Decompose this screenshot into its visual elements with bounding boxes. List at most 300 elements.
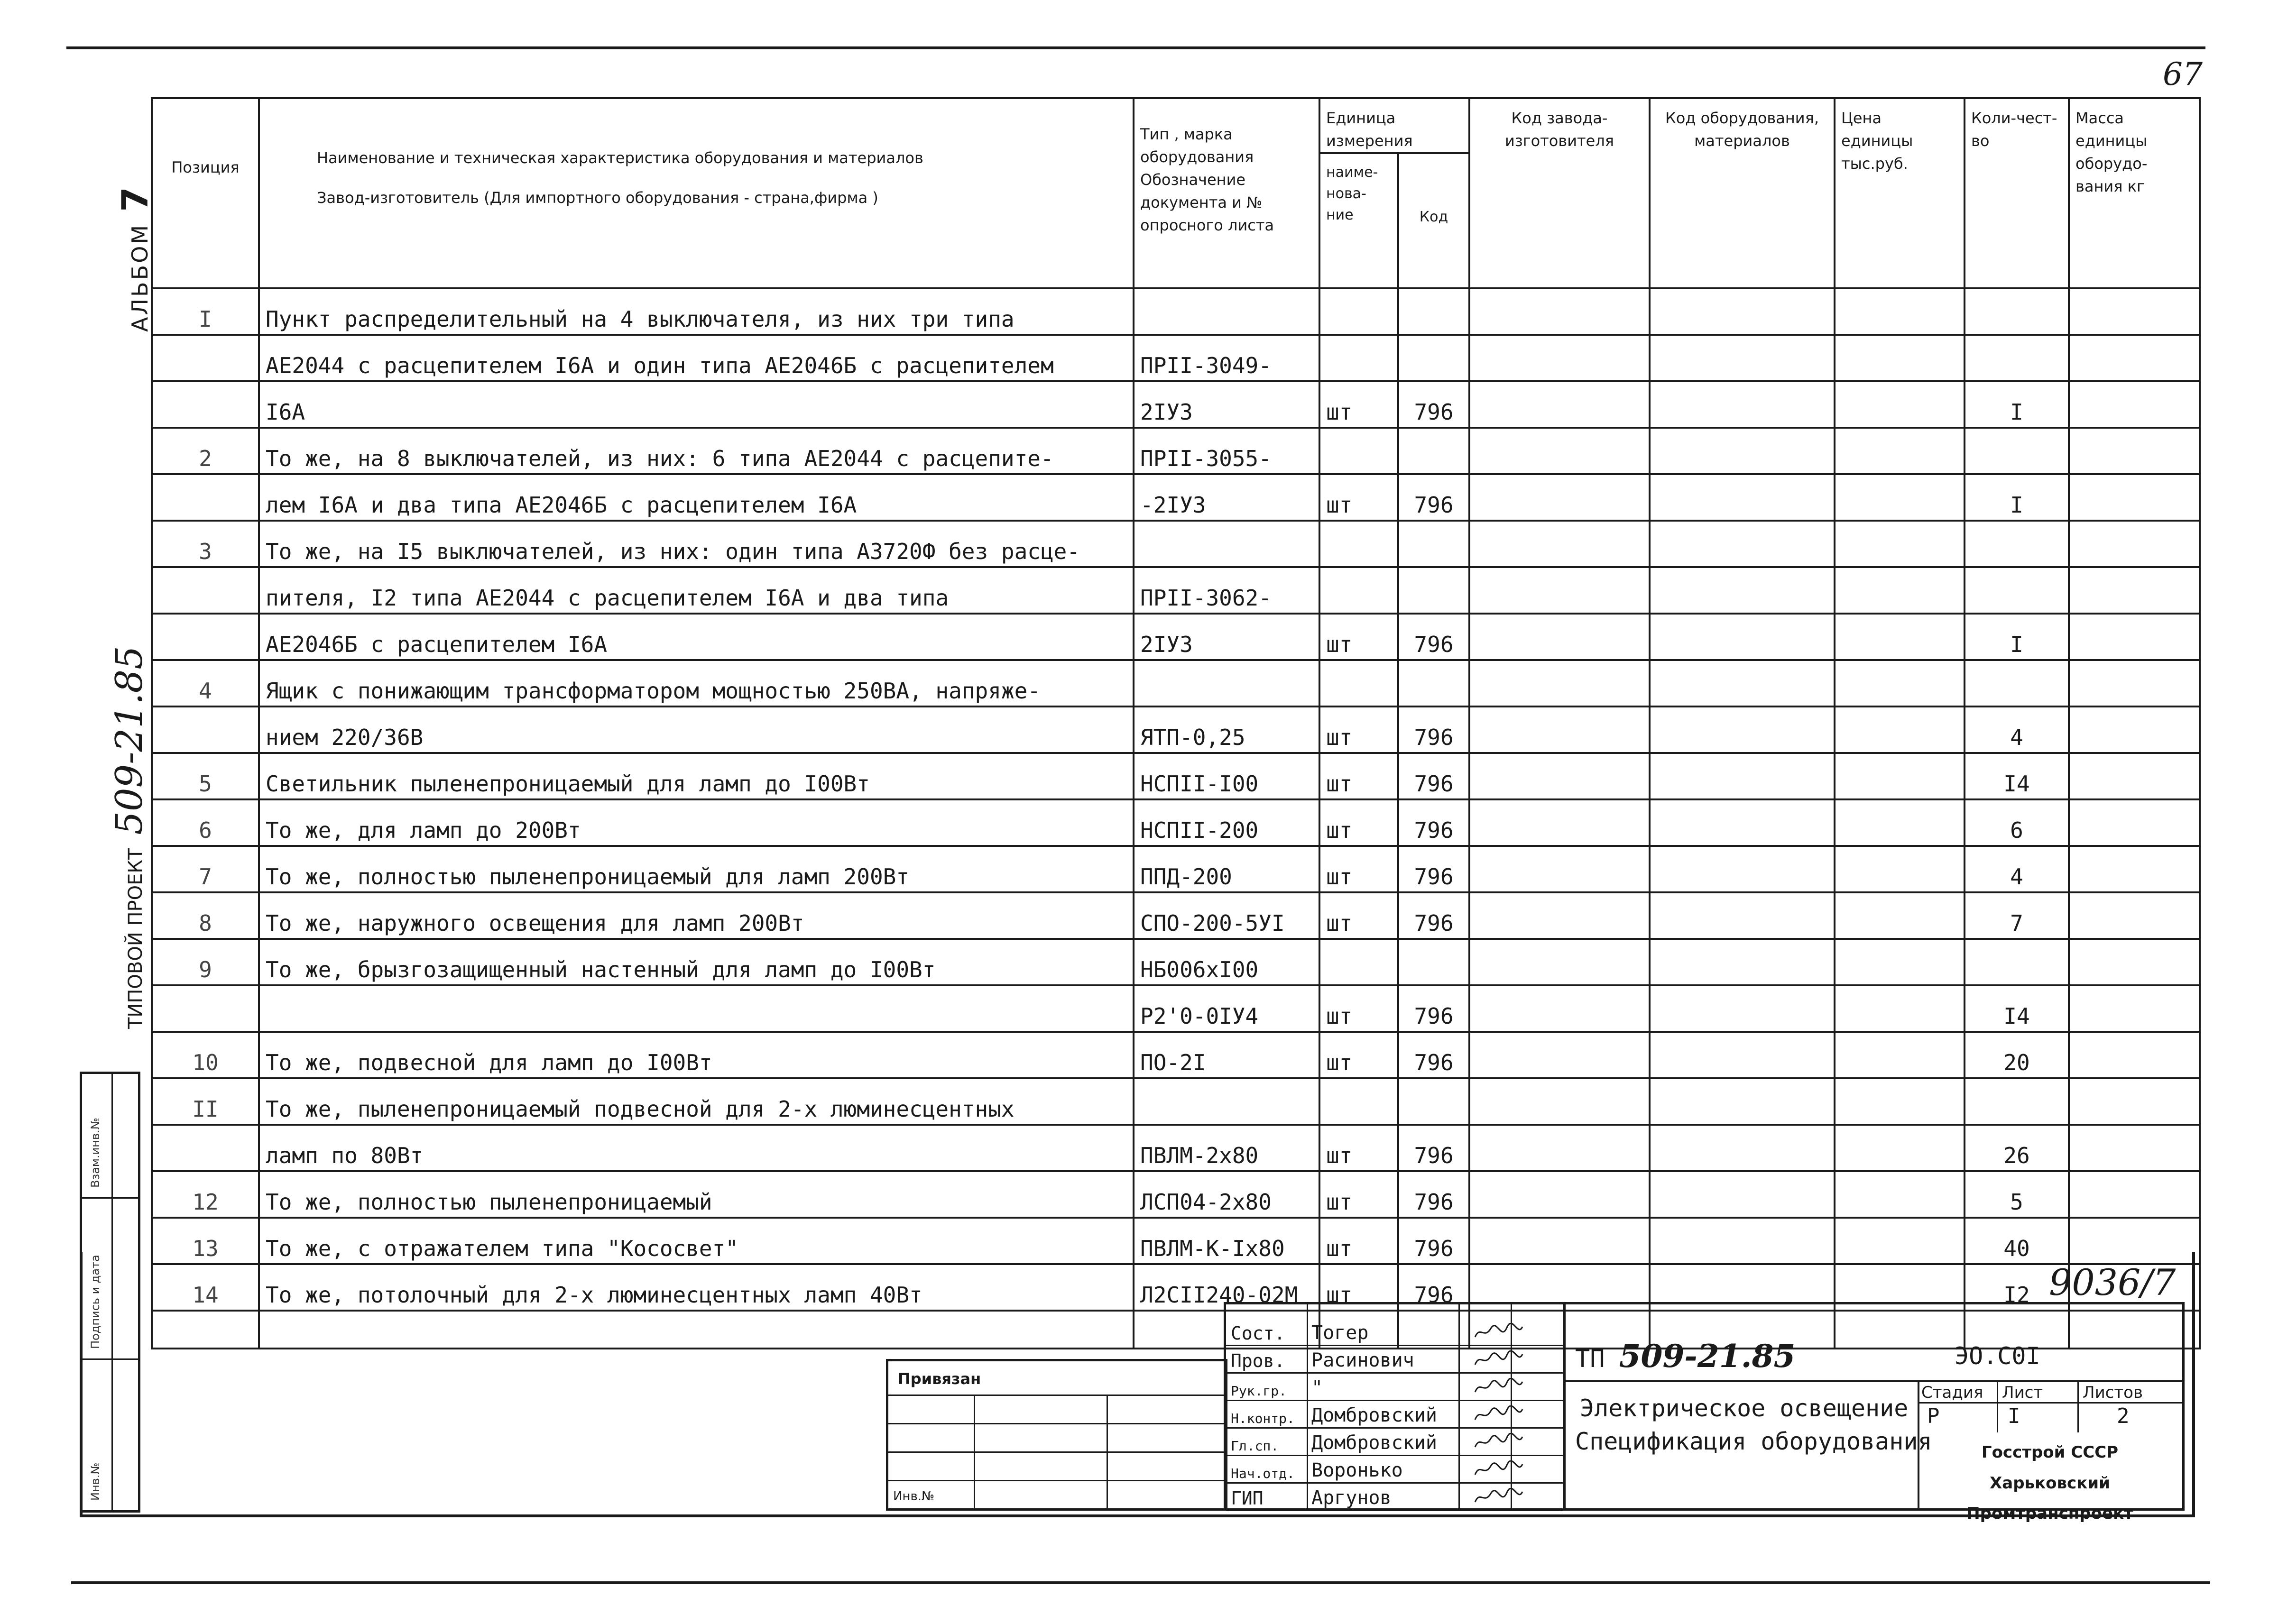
cell-type: НБ006хI00 [1134, 939, 1319, 985]
cell-price [1835, 335, 1965, 381]
cell-type: СПО-200-5УI [1134, 892, 1319, 939]
table-row [152, 939, 2200, 985]
cell-type: ПРII-3049- [1134, 335, 1319, 381]
organization: Госстрой СССР Харьковский Промтранспроект [1966, 1443, 2133, 1523]
cell-factory-code [1469, 567, 1650, 614]
cell-name: нием 220/36В [259, 706, 1134, 753]
cell-name: То же, наружного освещения для ламп 200Вт [259, 892, 1134, 939]
cell-type: ЯТП-0,25 [1134, 706, 1319, 753]
table-row [152, 985, 2200, 1032]
cell-unit-code: 796 [1398, 381, 1469, 428]
cell-position: 12 [152, 1171, 259, 1218]
cell-type: ПРII-3055- [1134, 428, 1319, 474]
header-quantity: Коли-чест-во [1965, 98, 2069, 288]
cell-position: 13 [152, 1218, 259, 1264]
cell-equipment-code [1650, 892, 1835, 939]
signature-name: " [1311, 1377, 1323, 1399]
cell-mass [2069, 753, 2200, 799]
cell-unit-code: 796 [1398, 892, 1469, 939]
cell-type: Р2'0-0IУ4 [1134, 985, 1319, 1032]
cell-price [1835, 892, 1965, 939]
cell-position [152, 706, 259, 753]
cell-quantity [1965, 1078, 2069, 1125]
cell-unit: шт [1319, 985, 1398, 1032]
cell-mass [2069, 939, 2200, 985]
table-row [152, 1171, 2200, 1218]
table-row [152, 706, 2200, 753]
cell-mass [2069, 1171, 2200, 1218]
cell-equipment-code [1650, 1125, 1835, 1171]
cell-name: То же, пыленепроницаемый подвесной для 2-х люминесцентных [259, 1078, 1134, 1125]
cell-quantity [1965, 521, 2069, 567]
cell-unit: шт [1319, 1218, 1398, 1264]
cell-name: То же, полностью пыленепроницаемый для ламп 200Вт [259, 846, 1134, 892]
cell-unit-code: 796 [1398, 614, 1469, 660]
signature-name: Расинович [1311, 1349, 1414, 1371]
cell-name: лем I6А и два типа АЕ2046Б с расцепителем I6А [259, 474, 1134, 521]
cell-quantity: I [1965, 614, 2069, 660]
sheets-label: Листов [2083, 1383, 2143, 1402]
cell-position [152, 985, 259, 1032]
handwritten-signature-icon [1473, 1350, 1525, 1369]
cell-unit: шт [1319, 1125, 1398, 1171]
cell-mass [2069, 706, 2200, 753]
cell-price [1835, 985, 1965, 1032]
cell-factory-code [1469, 939, 1650, 985]
cell-unit: шт [1319, 753, 1398, 799]
cell-mass [2069, 799, 2200, 846]
cell-position [152, 567, 259, 614]
cell-factory-code [1469, 846, 1650, 892]
cell-type: ПРII-3062- [1134, 567, 1319, 614]
cell-position: 2 [152, 428, 259, 474]
signature-role: Гл.сп. [1231, 1438, 1279, 1454]
title-block [1563, 1302, 2185, 1523]
table-row [152, 1032, 2200, 1078]
cell-equipment-code [1650, 428, 1835, 474]
cell-quantity: 6 [1965, 799, 2069, 846]
cell-quantity: 7 [1965, 892, 2069, 939]
cell-name: То же, для ламп до 200Вт [259, 799, 1134, 846]
signature-row [1226, 1346, 1563, 1374]
cell-factory-code [1469, 1032, 1650, 1078]
cell-name: Светильник пыленепроницаемый для ламп до I00Вт [259, 753, 1134, 799]
cell-name: ламп по 80Вт [259, 1125, 1134, 1171]
cell-unit-code [1398, 335, 1469, 381]
table-row [152, 1125, 2200, 1171]
cell-quantity: 40 [1965, 1218, 2069, 1264]
cell-price [1835, 474, 1965, 521]
cell-name: То же, на 8 выключателей, из них: 6 типа АЕ2044 с расцепите- [259, 428, 1134, 474]
cell-quantity [1965, 939, 2069, 985]
cell-price [1835, 706, 1965, 753]
cell-price [1835, 1125, 1965, 1171]
cell-equipment-code [1650, 660, 1835, 706]
cell-unit-code: 796 [1398, 1171, 1469, 1218]
cell-position: 14 [152, 1264, 259, 1311]
cell-equipment-code [1650, 474, 1835, 521]
signature-role: Рук.гр. [1231, 1383, 1287, 1399]
cell-position: 6 [152, 799, 259, 846]
cell-unit-code [1398, 428, 1469, 474]
cell-unit-code: 796 [1398, 1264, 1469, 1311]
cell-unit [1319, 335, 1398, 381]
cell-position: 4 [152, 660, 259, 706]
header-name: Наименование и техническая характеристика оборудования и материалов Завод-изготовитель (Для импортного оборудования - страна,фирма ) [259, 98, 1134, 288]
signature-row [1226, 1429, 1563, 1456]
cell-type [1134, 660, 1319, 706]
cell-mass [2069, 1078, 2200, 1125]
cell-factory-code [1469, 892, 1650, 939]
doc-code: ЭО.С0I [1955, 1342, 2040, 1370]
cell-name: То же, потолочный для 2-х люминесцентных ламп 40Вт [259, 1264, 1134, 1311]
cell-name: АЕ2046Б с расцепителем I6А [259, 614, 1134, 660]
doc-id-handwritten: 9036/7 [2049, 1261, 2176, 1303]
signature-role: Пров. [1231, 1350, 1285, 1371]
cell-equipment-code [1650, 706, 1835, 753]
cell-mass [2069, 335, 2200, 381]
cell-factory-code [1469, 1171, 1650, 1218]
cell-position: 7 [152, 846, 259, 892]
signature-name: Аргунов [1311, 1487, 1392, 1509]
cell-type [1134, 1078, 1319, 1125]
cell-quantity: I4 [1965, 753, 2069, 799]
cell-quantity: 4 [1965, 846, 2069, 892]
signature-row [1226, 1374, 1563, 1401]
cell-unit: шт [1319, 706, 1398, 753]
table-row [152, 428, 2200, 474]
header-unit: Единица измерения [1319, 98, 1469, 153]
project-label: ТИПОВОЙ ПРОЕКТ509-21.85 [108, 646, 151, 1029]
cell-equipment-code [1650, 567, 1835, 614]
cell-name: То же, на I5 выключателей, из них: один типа А3720Ф без расце- [259, 521, 1134, 567]
cell-unit: шт [1319, 892, 1398, 939]
cell-type [1134, 521, 1319, 567]
cell-name: Ящик с понижающим трансформатором мощностью 250ВА, напряже- [259, 660, 1134, 706]
cell-name [259, 985, 1134, 1032]
page-number: 67 [2163, 56, 2203, 92]
sheets-value: 2 [2117, 1404, 2130, 1428]
cell-unit-code [1398, 1078, 1469, 1125]
cell-unit-code [1398, 567, 1469, 614]
cell-unit: шт [1319, 1032, 1398, 1078]
cell-mass [2069, 381, 2200, 428]
cell-mass [2069, 660, 2200, 706]
cell-factory-code [1469, 614, 1650, 660]
cell-factory-code [1469, 335, 1650, 381]
cell-type: 2IУ3 [1134, 614, 1319, 660]
cell-name: То же, брызгозащищенный настенный для ламп до I00Вт [259, 939, 1134, 985]
top-border-line [66, 46, 2205, 49]
cell-type: НСПII-I00 [1134, 753, 1319, 799]
cell-factory-code [1469, 985, 1650, 1032]
cell-factory-code [1469, 753, 1650, 799]
tp-number: ТП 509-21.85 [1575, 1338, 1796, 1375]
cell-price [1835, 1078, 1965, 1125]
cell-factory-code [1469, 474, 1650, 521]
cell-unit-code: 796 [1398, 706, 1469, 753]
cell-price [1835, 521, 1965, 567]
cell-quantity: I [1965, 381, 2069, 428]
cell-name: То же, полностью пыленепроницаемый [259, 1171, 1134, 1218]
cell-factory-code [1469, 381, 1650, 428]
header-unit-name: наиме-нова-ние [1319, 153, 1398, 288]
cell-quantity: 20 [1965, 1032, 2069, 1078]
cell-factory-code [1469, 428, 1650, 474]
cell-unit-code [1398, 939, 1469, 985]
replaced-inv-label: Взам.инв.№ [89, 1118, 102, 1188]
signature-date-label: Подпись и дата [89, 1255, 102, 1349]
sheet-label: Лист [2002, 1383, 2043, 1402]
header-mass: Масса единицы оборудо-вания кг [2069, 98, 2200, 288]
header-manufacturer: Завод-изготовитель (Для импортного оборудования - страна,фирма ) [317, 189, 878, 207]
cell-unit-code [1398, 660, 1469, 706]
signature-block [1224, 1302, 1565, 1511]
cell-position [152, 474, 259, 521]
cell-mass [2069, 288, 2200, 335]
handwritten-signature-icon [1473, 1433, 1525, 1452]
cell-quantity [1965, 660, 2069, 706]
cell-unit [1319, 567, 1398, 614]
cell-equipment-code [1650, 799, 1835, 846]
cell-unit: шт [1319, 846, 1398, 892]
table-row [152, 1078, 2200, 1125]
album-number: 7 [114, 185, 156, 212]
cell-equipment-code [1650, 985, 1835, 1032]
cell-position: 8 [152, 892, 259, 939]
cell-unit-code: 796 [1398, 799, 1469, 846]
cell-unit [1319, 521, 1398, 567]
cell-unit: шт [1319, 1171, 1398, 1218]
cell-factory-code [1469, 799, 1650, 846]
cell-type: -2IУ3 [1134, 474, 1319, 521]
table-row [152, 753, 2200, 799]
stage-sheet-table [1918, 1380, 2182, 1432]
cell-price [1835, 753, 1965, 799]
cell-type: ППД-200 [1134, 846, 1319, 892]
cell-quantity: I4 [1965, 985, 2069, 1032]
cell-unit: шт [1319, 1264, 1398, 1311]
cell-name: пителя, I2 типа АЕ2044 с расцепителем I6А и два типа [259, 567, 1134, 614]
cell-unit-code: 796 [1398, 753, 1469, 799]
cell-position: 3 [152, 521, 259, 567]
signature-role: Сост. [1231, 1323, 1285, 1344]
table-row [152, 567, 2200, 614]
cell-quantity [1965, 335, 2069, 381]
cell-mass [2069, 846, 2200, 892]
cell-type [1134, 288, 1319, 335]
table-row [152, 660, 2200, 706]
cell-type: НСПII-200 [1134, 799, 1319, 846]
cell-unit [1319, 660, 1398, 706]
signature-role: Нач.отд. [1231, 1466, 1295, 1481]
sheet-value: I [2008, 1404, 2020, 1428]
cell-position [152, 381, 259, 428]
cell-equipment-code [1650, 939, 1835, 985]
cell-unit-code: 796 [1398, 1218, 1469, 1264]
cell-position: I [152, 288, 259, 335]
cell-type: ЛСП04-2х80 [1134, 1171, 1319, 1218]
cell-mass [2069, 614, 2200, 660]
cell-unit [1319, 428, 1398, 474]
cell-name: I6А [259, 381, 1134, 428]
cell-unit-code: 796 [1398, 474, 1469, 521]
cell-quantity: 4 [1965, 706, 2069, 753]
cell-price [1835, 939, 1965, 985]
title-line-1: Электрическое освещение [1580, 1395, 1909, 1422]
header-type: Тип , марка оборудования Обозначение документа и № опросного листа [1134, 98, 1319, 288]
cell-mass [2069, 892, 2200, 939]
cell-unit-code: 796 [1398, 846, 1469, 892]
binding-stamp [886, 1359, 1227, 1511]
cell-unit: шт [1319, 381, 1398, 428]
cell-equipment-code [1650, 381, 1835, 428]
cell-price [1835, 846, 1965, 892]
cell-unit-code: 796 [1398, 1032, 1469, 1078]
signature-row [1226, 1456, 1563, 1484]
signature-row [1226, 1401, 1563, 1429]
cell-unit: шт [1319, 799, 1398, 846]
signature-role: ГИП [1231, 1488, 1264, 1509]
specification-rows [152, 288, 2200, 1349]
cell-position [152, 335, 259, 381]
cell-unit [1319, 288, 1398, 335]
cell-quantity [1965, 288, 2069, 335]
cell-equipment-code [1650, 1078, 1835, 1125]
cell-equipment-code [1650, 288, 1835, 335]
cell-mass [2069, 567, 2200, 614]
cell-price [1835, 567, 1965, 614]
cell-price [1835, 799, 1965, 846]
cell-position [152, 1125, 259, 1171]
album-label: АЛЬБОМ7 [114, 185, 156, 332]
table-row [152, 521, 2200, 567]
table-row [152, 381, 2200, 428]
cell-price [1835, 1032, 1965, 1078]
table-row [152, 846, 2200, 892]
cell-factory-code [1469, 660, 1650, 706]
cell-unit [1319, 939, 1398, 985]
table-row [152, 614, 2200, 660]
stage-label: Стадия [1921, 1383, 1983, 1402]
cell-unit: шт [1319, 474, 1398, 521]
signature-role: Н.контр. [1231, 1411, 1295, 1426]
cell-position: II [152, 1078, 259, 1125]
cell-price [1835, 288, 1965, 335]
signature-name: Воронько [1311, 1459, 1403, 1481]
header-position: Позиция [152, 98, 259, 288]
cell-equipment-code [1650, 1032, 1835, 1078]
table-row [152, 474, 2200, 521]
cell-price [1835, 1171, 1965, 1218]
table-row [152, 288, 2200, 335]
cell-equipment-code [1650, 614, 1835, 660]
cell-name: Пункт распределительный на 4 выключателя, из них три типа [259, 288, 1134, 335]
cell-price [1835, 428, 1965, 474]
cell-mass [2069, 1125, 2200, 1171]
signature-row [1226, 1319, 1563, 1346]
cell-quantity: I [1965, 474, 2069, 521]
specification-table [151, 97, 2201, 1349]
handwritten-signature-icon [1473, 1378, 1525, 1397]
cell-mass [2069, 1032, 2200, 1078]
binding-inv-label: Инв.№ [893, 1489, 935, 1504]
header-equipment-code: Код оборудования, материалов [1650, 98, 1835, 288]
handwritten-signature-icon [1473, 1323, 1525, 1342]
cell-position: 10 [152, 1032, 259, 1078]
binding-label: Привязан [898, 1370, 981, 1388]
cell-unit-code: 796 [1398, 985, 1469, 1032]
cell-unit: шт [1319, 614, 1398, 660]
cell-price [1835, 614, 1965, 660]
cell-mass [2069, 985, 2200, 1032]
table-row [152, 335, 2200, 381]
cell-quantity [1965, 428, 2069, 474]
table-row [152, 892, 2200, 939]
signature-name: Домбровский [1311, 1432, 1437, 1454]
signature-name: Тогер [1311, 1322, 1369, 1344]
cell-price [1835, 381, 1965, 428]
cell-name: То же, с отражателем типа "Кососвет" [259, 1218, 1134, 1264]
cell-type: ПВЛМ-2х80 [1134, 1125, 1319, 1171]
cell-quantity: 26 [1965, 1125, 2069, 1171]
cell-name: То же, подвесной для ламп до I00Вт [259, 1032, 1134, 1078]
cell-mass [2069, 474, 2200, 521]
cell-factory-code [1469, 521, 1650, 567]
title-line-2: Спецификация оборудования [1575, 1428, 1932, 1455]
cell-factory-code [1469, 1078, 1650, 1125]
cell-equipment-code [1650, 1171, 1835, 1218]
cell-equipment-code [1650, 335, 1835, 381]
cell-mass [2069, 521, 2200, 567]
handwritten-signature-icon [1473, 1488, 1525, 1507]
bottom-border-line [71, 1581, 2210, 1584]
cell-position: 9 [152, 939, 259, 985]
signature-row [1226, 1484, 1563, 1511]
cell-factory-code [1469, 1125, 1650, 1171]
handwritten-signature-icon [1473, 1460, 1525, 1479]
signature-name: Домбровский [1311, 1404, 1437, 1426]
cell-unit-code [1398, 521, 1469, 567]
cell-equipment-code [1650, 521, 1835, 567]
inv-no-label: Инв.№ [89, 1462, 102, 1501]
cell-mass [2069, 428, 2200, 474]
cell-type: Л2СII240-02М [1134, 1264, 1319, 1311]
header-unit-code: Код [1398, 153, 1469, 288]
stage-value: Р [1927, 1404, 1940, 1428]
cell-position [152, 614, 259, 660]
cell-equipment-code [1650, 753, 1835, 799]
table-row [152, 799, 2200, 846]
cell-factory-code [1469, 288, 1650, 335]
cell-price [1835, 660, 1965, 706]
cell-position: 5 [152, 753, 259, 799]
cell-equipment-code [1650, 846, 1835, 892]
cell-quantity [1965, 567, 2069, 614]
header-price: Цена единицы тыс.руб. [1835, 98, 1965, 288]
cell-name: АЕ2044 с расцепителем I6А и один типа АЕ2046Б с расцепителем [259, 335, 1134, 381]
cell-type: 2IУ3 [1134, 381, 1319, 428]
cell-quantity: 5 [1965, 1171, 2069, 1218]
handwritten-signature-icon [1473, 1405, 1525, 1424]
header-factory-code: Код завода-изготовителя [1469, 98, 1650, 288]
project-number: 509-21.85 [108, 646, 151, 835]
cell-type: ПО-2I [1134, 1032, 1319, 1078]
cell-quantity: I2 [1965, 1264, 2069, 1311]
cell-unit-code: 796 [1398, 1125, 1469, 1171]
cell-type: ПВЛМ-К-Iх80 [1134, 1218, 1319, 1264]
cell-unit-code [1398, 288, 1469, 335]
